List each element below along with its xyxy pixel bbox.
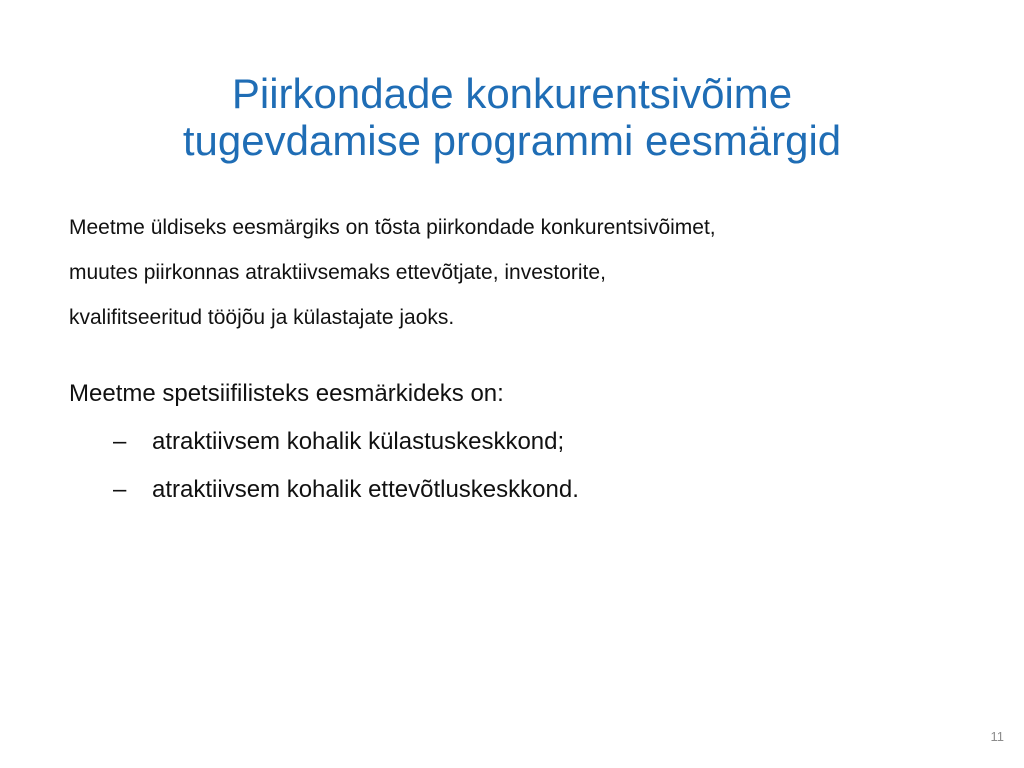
- intro-line-1: Meetme üldiseks eesmärgiks on tõsta piirkondade konkurentsivõimet,: [69, 216, 716, 239]
- dash-bullet-icon: –: [113, 476, 127, 503]
- specific-goals-list: [69, 418, 969, 514]
- slide-title-line-2: tugevdamise programmi eesmärgid: [182, 116, 842, 164]
- slide-body: [69, 205, 969, 514]
- page-number: 11: [990, 729, 1004, 744]
- list-item: [69, 466, 969, 514]
- intro-paragraph: [69, 205, 969, 340]
- intro-line-3: kvalifitseeritud tööjõu ja külastajate jaoks.: [69, 306, 455, 329]
- specific-goals-heading: Meetme spetsiifilisteks eesmärkideks on:: [69, 380, 504, 407]
- list-item: [69, 418, 969, 466]
- dash-bullet-icon: –: [113, 428, 127, 455]
- intro-line-2: muutes piirkonnas atraktiivsemaks ettevõtjate, investorite,: [69, 261, 606, 284]
- slide-title: [60, 56, 964, 180]
- list-item-text: atraktiivsem kohalik külastuskeskkond;: [152, 428, 565, 455]
- slide-title-line-1: Piirkondade konkurentsivõime: [231, 70, 793, 117]
- list-item-text: atraktiivsem kohalik ettevõtluskeskkond.: [152, 476, 579, 503]
